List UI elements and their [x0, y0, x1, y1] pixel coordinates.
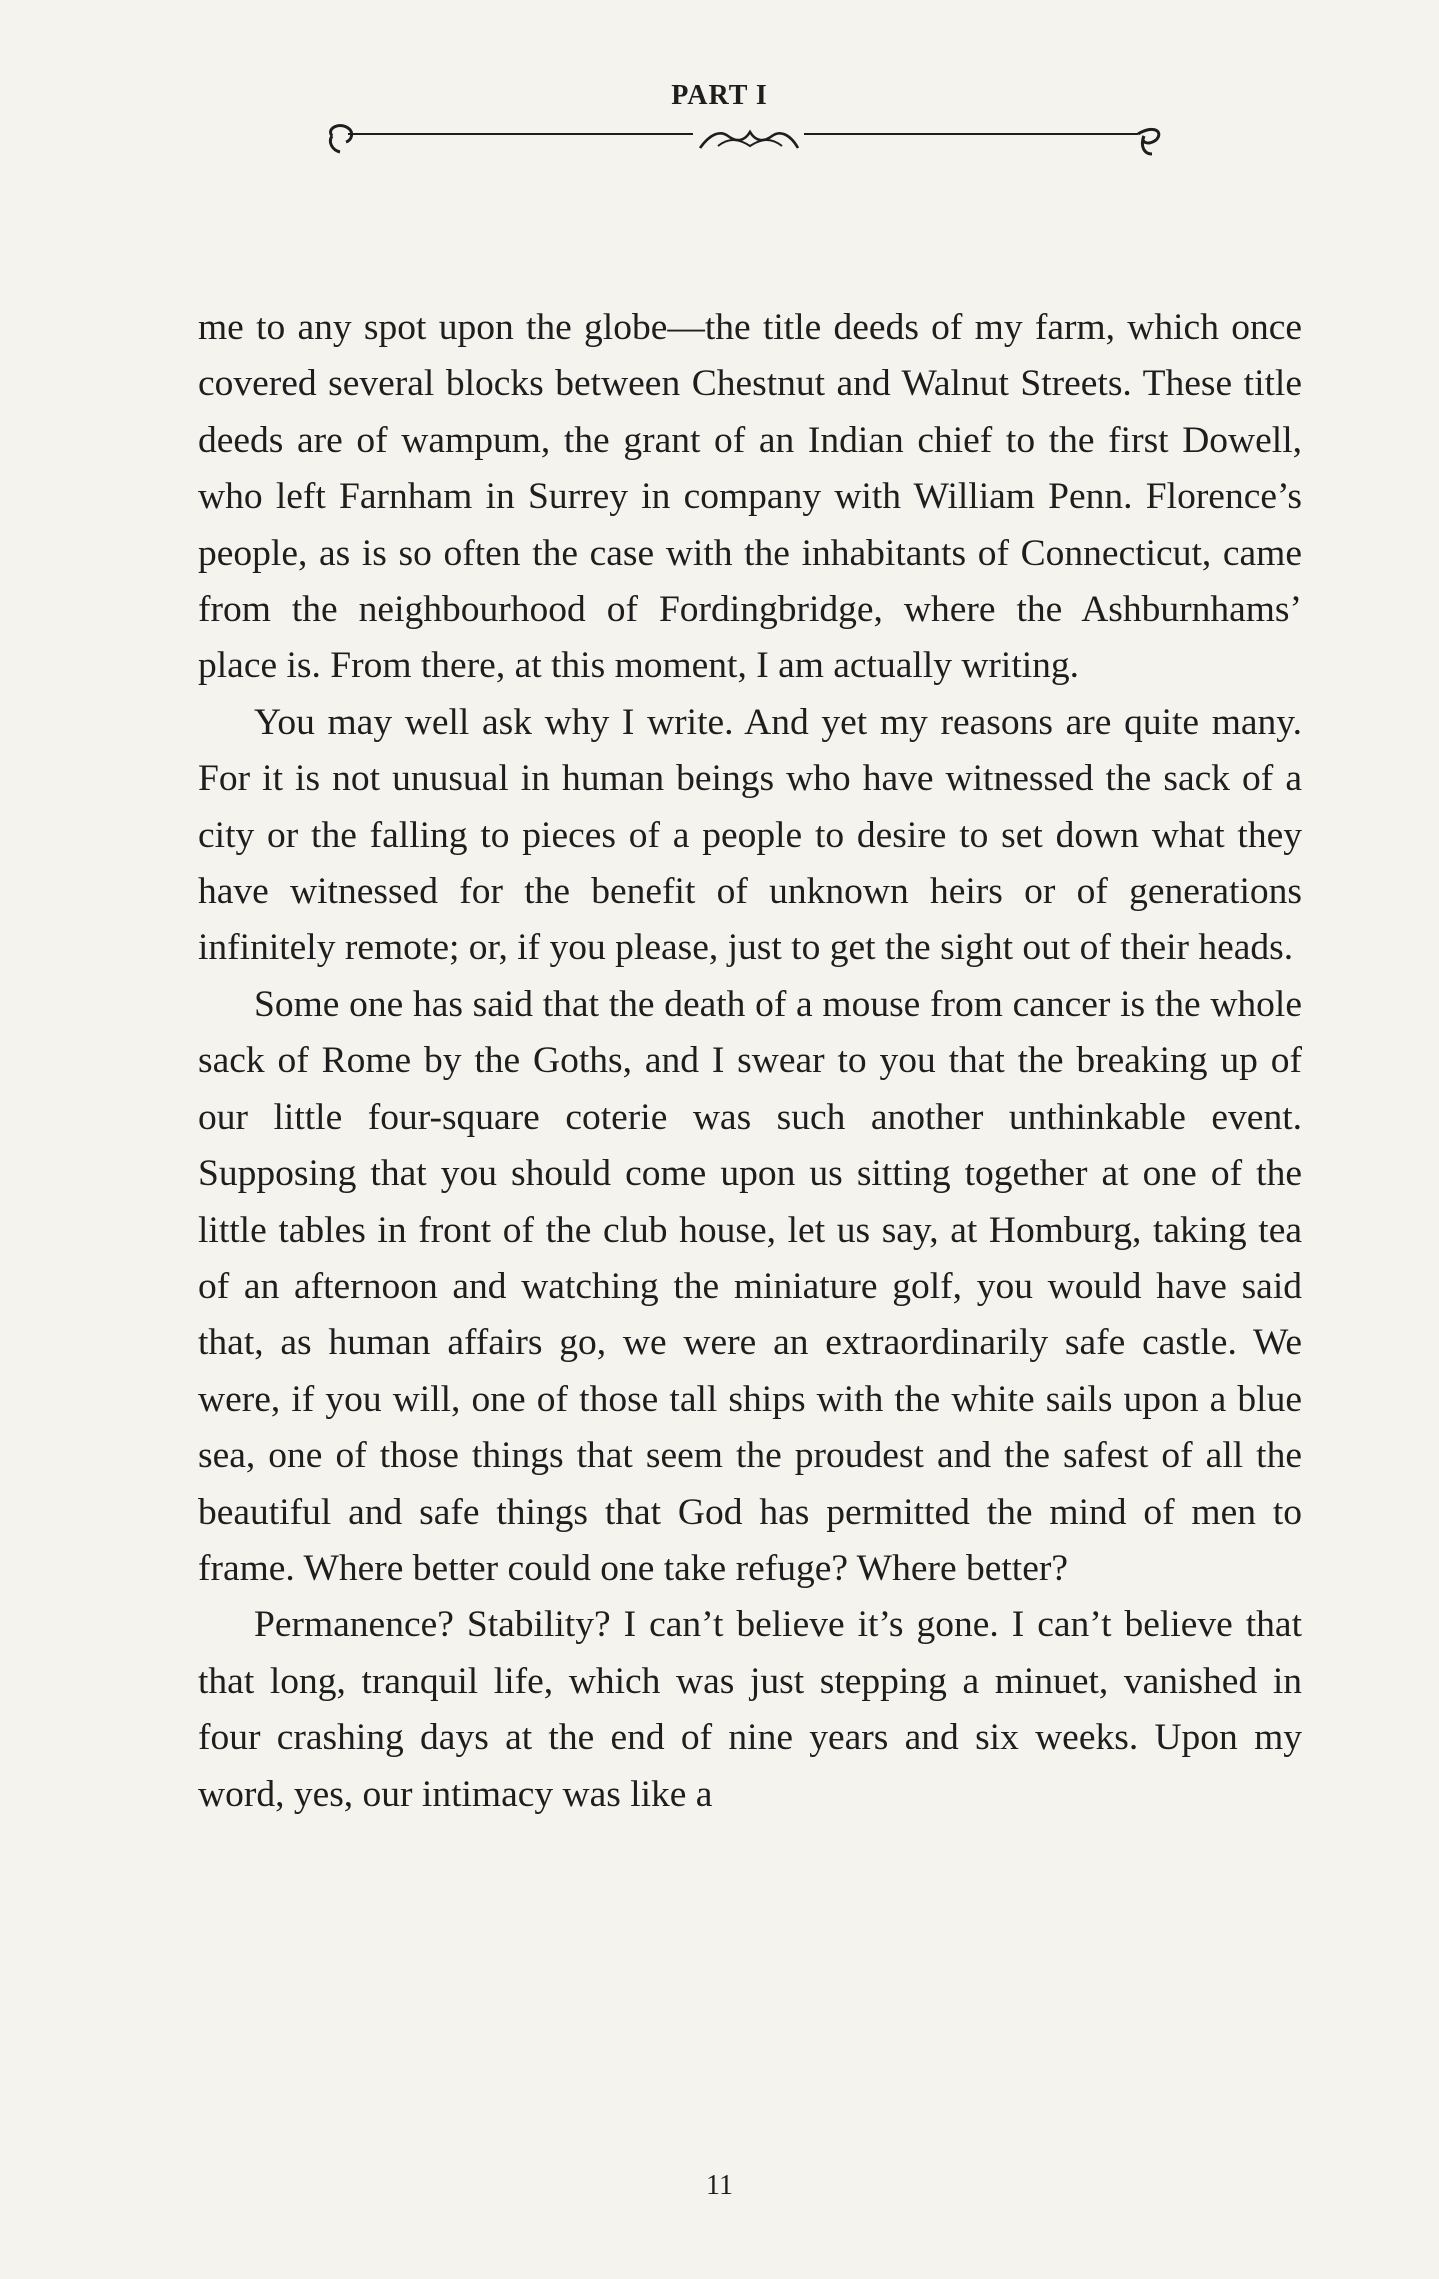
paragraph: You may well ask why I write. And yet my reasons are quite many. For it is not unusual in human beings who have witnessed the sack of a city or the falling to pieces of a people to desire to set down what they have witnessed for the benefit of unknown heirs or of generations infinitely remote; or, if you please, just to get the sight out of their heads.: [198, 701, 1302, 969]
body-text: [198, 300, 1302, 1823]
page-number: 11: [706, 2170, 733, 2201]
paragraph: me to any spot upon the globe—the title deeds of my farm, which once covered several blocks between Chestnut and Walnut Streets. These title deeds are of wampum, the grant of an Indian chief to the first Dowell, who left Farnham in Surrey in company with William Penn. Florence’s people, as is so often the case with the inhabitants of Connecticut, came from the neighbourhood of Fordingbridge, where the Ashburnhams’ place is. From there, at this moment, I am actually writing.: [198, 307, 1302, 687]
ornament-divider-icon: [318, 114, 1168, 164]
paragraph: Some one has said that the death of a mouse from cancer is the whole sack of Rome by the Goths, and I swear to you that the breaking up of our little four-square coterie was such another unthinkable event. Supposing that you should come upon us sitting together at one of the little tables in front of the club house, let us say, at Homburg, taking tea of an afternoon and watching the miniature golf, you would have said that, as human affairs go, we were an extraordinarily safe castle. We were, if you will, one of those tall ships with the white sails upon a blue sea, one of those things that seem the proudest and the safest of all the beautiful and safe things that God has permitted the mind of men to frame. Where better could one take refuge? Where better?: [198, 983, 1302, 1589]
running-head: PART I: [671, 80, 768, 111]
paragraph: Permanence? Stability? I can’t believe it’s gone. I can’t believe that that long, tranquil life, which was just stepping a minuet, vanished in four crashing days at the end of nine years and six weeks. Upon my word, yes, our intimacy was like a: [198, 1604, 1302, 1815]
